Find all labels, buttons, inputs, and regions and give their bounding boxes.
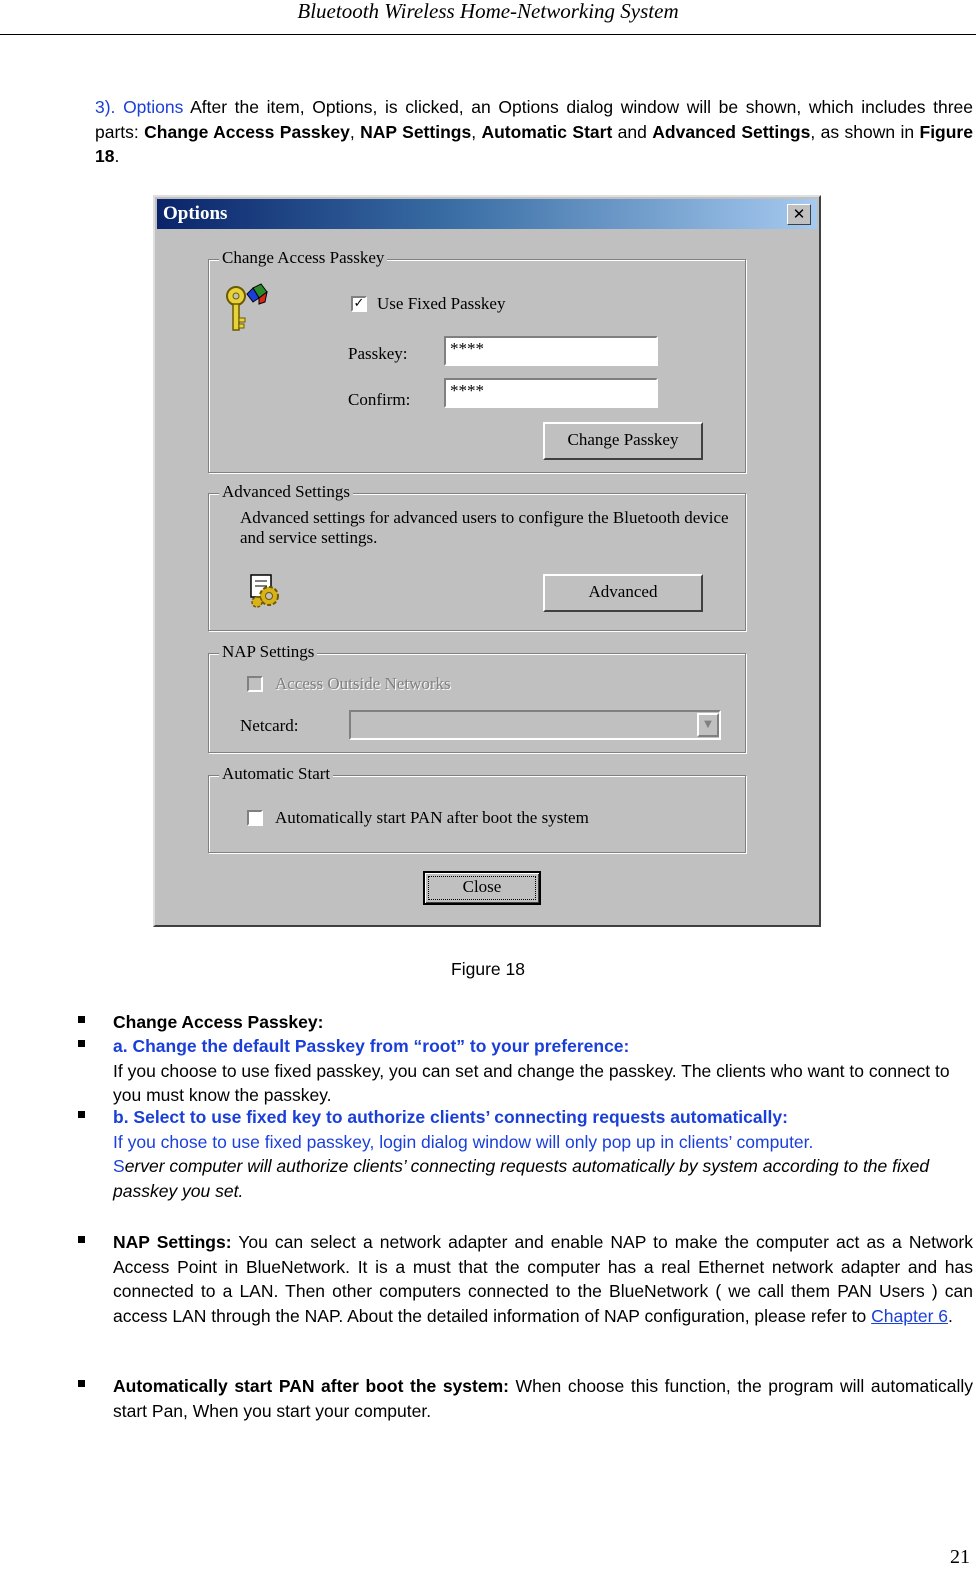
bullet-title: Change Access Passkey: [113, 1012, 324, 1032]
confirm-label: Confirm: [348, 390, 411, 409]
chevron-down-icon[interactable]: ▼ [697, 713, 719, 737]
netcard-select[interactable] [349, 710, 721, 740]
bullet-marker [78, 1040, 85, 1047]
bullet-auto-start [113, 1374, 973, 1423]
use-fixed-passkey-checkbox[interactable]: ✓ [351, 296, 367, 312]
bullet-title: NAP Settings: [113, 1232, 232, 1252]
intro-text: After the item, Options, is clicked, an Options dialog window will be shown, which includes three parts: [95, 97, 973, 142]
intro-sep: , [471, 121, 482, 142]
auto-start-checkbox[interactable] [247, 810, 263, 826]
intro-part-passkey: Change Access Passkey [144, 121, 350, 142]
passkey-label: Passkey: [348, 344, 408, 363]
figure-reference: Figure 18 [95, 121, 973, 166]
bullet-body: When choose this function, the program will automatically start Pan, When you start your computer. [113, 1376, 973, 1421]
close-icon[interactable]: ✕ [787, 204, 811, 225]
auto-start-label: Automatically start PAN after boot the system [275, 808, 589, 827]
intro-label: 3). Options [95, 97, 184, 117]
bullet-fixed-key [113, 1105, 973, 1203]
dialog-titlebar [157, 199, 817, 229]
bullet-body: If you choose to use fixed passkey, you can set and change the passkey. The clients who want to connect to you must know the passkey. [113, 1060, 950, 1105]
intro-part-nap: NAP Settings [360, 121, 472, 142]
bullet-marker [78, 1236, 85, 1243]
chapter-6-link[interactable]: Chapter 6 [871, 1305, 949, 1326]
bullet-nap-settings [113, 1230, 973, 1328]
advanced-group [208, 482, 746, 631]
bullet-title: a. Change the default Passkey from “root” to your preference: [113, 1036, 630, 1056]
intro-text: , as shown in [810, 121, 920, 142]
intro-part-auto: Automatic Start [481, 121, 613, 142]
passkey-group-label: Change Access Passkey [219, 248, 387, 268]
passkey-input[interactable]: **** [444, 336, 658, 366]
access-outside-checkbox[interactable] [247, 676, 263, 692]
bullet-change-passkey [113, 1010, 973, 1035]
use-fixed-passkey-label: Use Fixed Passkey [377, 294, 506, 313]
bullet-title: Automatically start PAN after boot the system: [113, 1376, 509, 1396]
bullet-body: S [113, 1156, 125, 1176]
running-header: Bluetooth Wireless Home-Networking System [0, 0, 976, 35]
advanced-description: Advanced settings for advanced users to configure the Bluetooth device and service settings. [240, 508, 729, 547]
page-number: 21 [950, 1546, 970, 1568]
bullet-body: If you chose to use fixed passkey, login dialog window will only pop up in clients’ computer. [113, 1131, 814, 1152]
auto-start-group-label: Automatic Start [219, 764, 333, 784]
access-outside-label: Access Outside Networks [275, 674, 451, 693]
bullet-body: . [948, 1305, 953, 1326]
bullet-marker [78, 1380, 85, 1387]
intro-paragraph [95, 95, 973, 169]
intro-text: and [612, 121, 653, 142]
intro-part-advanced: Advanced Settings [652, 121, 811, 142]
bullet-body: You can select a network adapter and enable NAP to make the computer act as a Network Access Point in BlueNetwork. It is a must that the computer has a real Ethernet network adapter and has connected to a LAN. Then other computers connected to the BlueNetwork ( we call them PAN Users ) can access LAN through the NAP. About the detailed information of NAP configuration, please refer to [113, 1232, 973, 1326]
advanced-group-label: Advanced Settings [219, 482, 353, 502]
advanced-button[interactable]: Advanced [543, 574, 703, 612]
intro-text: . [114, 146, 120, 166]
passkey-group [208, 248, 746, 473]
figure-caption: Figure 18 [451, 959, 525, 979]
close-button[interactable]: Close [423, 871, 541, 905]
bullet-title: b. Select to use fixed key to authorize clients’ connecting requests automatically: [113, 1107, 788, 1127]
bullet-marker [78, 1111, 85, 1118]
bullet-change-default [113, 1034, 973, 1108]
key-icon [223, 282, 269, 334]
dialog-title: Options [163, 203, 228, 224]
intro-sep: , [349, 121, 361, 142]
auto-start-group [208, 764, 746, 853]
nap-group-label: NAP Settings [219, 642, 317, 662]
nap-group [208, 642, 746, 753]
netcard-label: Netcard: [240, 716, 299, 735]
change-passkey-button[interactable]: Change Passkey [543, 422, 703, 460]
bullet-marker [78, 1016, 85, 1023]
options-dialog [153, 195, 821, 927]
confirm-input[interactable]: **** [444, 378, 658, 408]
bullet-body-italic: erver computer will authorize clients’ connecting requests automatically by system according to the fixed passkey you set. [113, 1156, 930, 1201]
settings-gear-icon [247, 572, 285, 610]
